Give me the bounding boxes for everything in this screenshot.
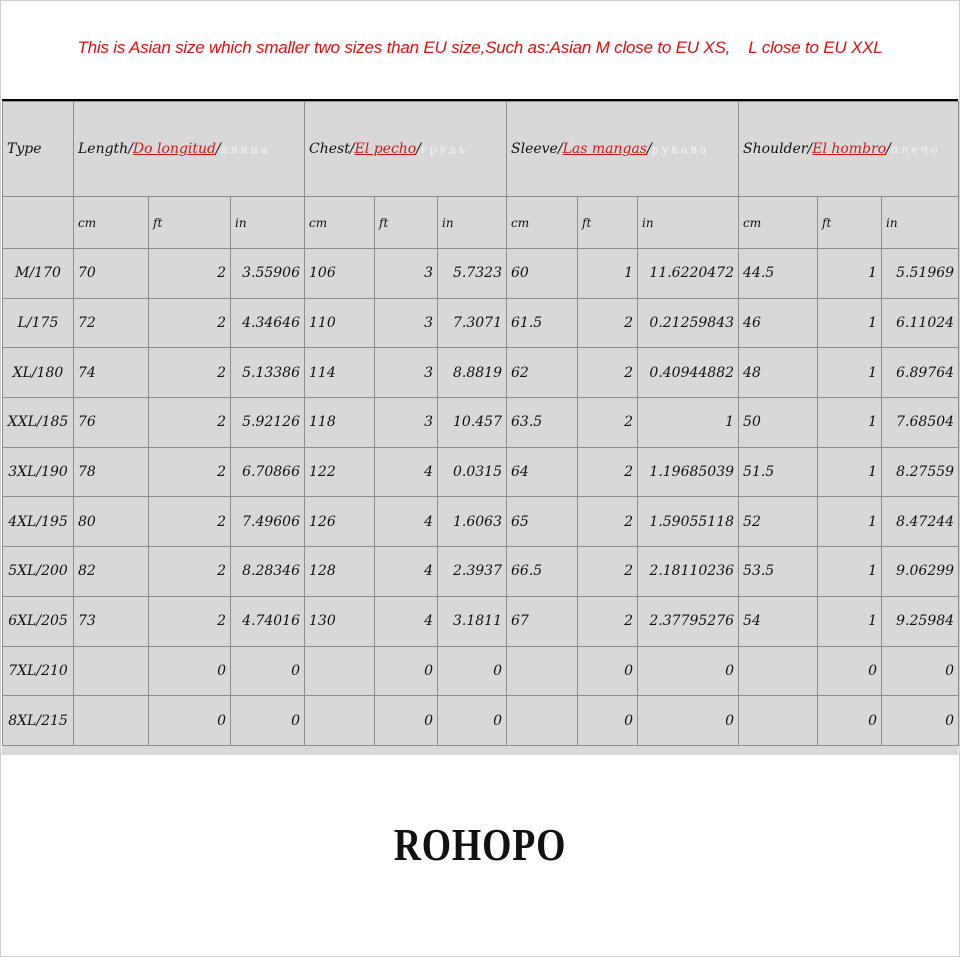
header-shoulder: [739, 102, 959, 197]
size-type-cell: L/175: [3, 298, 74, 348]
measure-cell: 1.59055118: [638, 497, 739, 547]
header-chest-en: Chest/: [309, 141, 355, 157]
measure-cell: 7.3071: [438, 298, 507, 348]
unit-cell: in: [231, 197, 305, 249]
measure-cell: 0: [818, 696, 882, 746]
measure-cell: 1: [818, 249, 882, 299]
measure-cell: 2: [578, 596, 638, 646]
size-type-cell: 3XL/190: [3, 447, 74, 497]
header-shoulder-es: El hombro: [812, 141, 887, 157]
measure-cell: 1: [818, 348, 882, 398]
measure-cell: 2: [578, 398, 638, 448]
measure-cell: 2: [149, 398, 231, 448]
unit-cell: in: [882, 197, 959, 249]
measure-cell: 9.25984: [882, 596, 959, 646]
size-notice: This is Asian size which smaller two sizes than EU size,Such as:Asian M close to EU XS, L close to EU XXL: [77, 38, 883, 57]
unit-cell: ft: [578, 197, 638, 249]
unit-cell: cm: [507, 197, 578, 249]
brand-logo-text: ROHOPO: [393, 819, 567, 870]
size-type-cell: 7XL/210: [3, 646, 74, 696]
header-shoulder-sep: /: [886, 141, 891, 157]
measure-cell: 3: [375, 398, 438, 448]
measure-cell: 1: [818, 398, 882, 448]
table-row: [3, 696, 959, 746]
table-row: [3, 596, 959, 646]
measure-cell: 128: [305, 547, 375, 597]
measure-cell: 0: [231, 646, 305, 696]
measure-cell: 1: [818, 596, 882, 646]
table-row: [3, 547, 959, 597]
measure-cell: 2: [149, 547, 231, 597]
measure-cell: 122: [305, 447, 375, 497]
measure-cell: 4: [375, 447, 438, 497]
measure-cell: 110: [305, 298, 375, 348]
header-row: [3, 102, 959, 197]
measure-cell: 62: [507, 348, 578, 398]
measure-cell: 114: [305, 348, 375, 398]
measure-cell: 0: [231, 696, 305, 746]
measure-cell: 10.457: [438, 398, 507, 448]
measure-cell: 1: [818, 298, 882, 348]
measure-cell: 80: [74, 497, 149, 547]
measure-cell: 52: [739, 497, 818, 547]
measure-cell: 6.11024: [882, 298, 959, 348]
units-row: [3, 197, 959, 249]
measure-cell: 3.1811: [438, 596, 507, 646]
measure-cell: 48: [739, 348, 818, 398]
measure-cell: 67: [507, 596, 578, 646]
measure-cell: [739, 696, 818, 746]
header-length: [74, 102, 305, 197]
measure-cell: 8.28346: [231, 547, 305, 597]
table-row: [3, 497, 959, 547]
measure-cell: 74: [74, 348, 149, 398]
measure-cell: 60: [507, 249, 578, 299]
measure-cell: 2: [578, 348, 638, 398]
unit-cell: in: [438, 197, 507, 249]
measure-cell: 5.51969: [882, 249, 959, 299]
measure-cell: 5.92126: [231, 398, 305, 448]
header-chest: [305, 102, 507, 197]
measure-cell: 2.3937: [438, 547, 507, 597]
measure-cell: 61.5: [507, 298, 578, 348]
table-row: [3, 249, 959, 299]
measure-cell: 54: [739, 596, 818, 646]
measure-cell: 0: [438, 696, 507, 746]
measure-cell: 2: [578, 447, 638, 497]
unit-cell: cm: [305, 197, 375, 249]
size-table: [2, 101, 959, 746]
measure-cell: 78: [74, 447, 149, 497]
measure-cell: 4.34646: [231, 298, 305, 348]
measure-cell: [507, 696, 578, 746]
measure-cell: 4: [375, 497, 438, 547]
measure-cell: [74, 696, 149, 746]
measure-cell: 2: [149, 447, 231, 497]
measure-cell: 1: [578, 249, 638, 299]
measure-cell: 3.55906: [231, 249, 305, 299]
header-sleeve-en: Sleeve/: [511, 141, 563, 157]
measure-cell: 2: [578, 547, 638, 597]
measure-cell: 0: [638, 646, 739, 696]
size-type-cell: XL/180: [3, 348, 74, 398]
header-type: Type: [3, 102, 74, 197]
measure-cell: 0: [375, 696, 438, 746]
measure-cell: [74, 646, 149, 696]
measure-cell: 50: [739, 398, 818, 448]
unit-cell: cm: [74, 197, 149, 249]
measure-cell: 2.37795276: [638, 596, 739, 646]
measure-cell: 0.40944882: [638, 348, 739, 398]
measure-cell: 63.5: [507, 398, 578, 448]
size-type-cell: 5XL/200: [3, 547, 74, 597]
measure-cell: 0: [578, 646, 638, 696]
measure-cell: 65: [507, 497, 578, 547]
measure-cell: 8.27559: [882, 447, 959, 497]
measure-cell: 5.13386: [231, 348, 305, 398]
measure-cell: 0: [638, 696, 739, 746]
measure-cell: 8.47244: [882, 497, 959, 547]
measure-cell: 76: [74, 398, 149, 448]
header-chest-es: El pecho: [354, 141, 417, 157]
measure-cell: 3: [375, 298, 438, 348]
unit-cell: ft: [818, 197, 882, 249]
measure-cell: 51.5: [739, 447, 818, 497]
measure-cell: 5.7323: [438, 249, 507, 299]
measure-cell: 0: [882, 696, 959, 746]
measure-cell: 1: [818, 447, 882, 497]
measure-cell: 8.8819: [438, 348, 507, 398]
measure-cell: [305, 646, 375, 696]
measure-cell: 130: [305, 596, 375, 646]
measure-cell: 4: [375, 596, 438, 646]
measure-cell: 7.68504: [882, 398, 959, 448]
measure-cell: 1.19685039: [638, 447, 739, 497]
measure-cell: 11.6220472: [638, 249, 739, 299]
measure-cell: 2: [578, 298, 638, 348]
measure-cell: 72: [74, 298, 149, 348]
size-type-cell: XXL/185: [3, 398, 74, 448]
measure-cell: 6.70866: [231, 447, 305, 497]
measure-cell: 0.0315: [438, 447, 507, 497]
measure-cell: 66.5: [507, 547, 578, 597]
measure-cell: 2: [149, 596, 231, 646]
measure-cell: 0: [818, 646, 882, 696]
measure-cell: 7.49606: [231, 497, 305, 547]
measure-cell: 1.6063: [438, 497, 507, 547]
measure-cell: 2: [578, 497, 638, 547]
measure-cell: 2.18110236: [638, 547, 739, 597]
unit-cell: in: [638, 197, 739, 249]
measure-cell: 106: [305, 249, 375, 299]
table-row: [3, 398, 959, 448]
measure-cell: 1: [818, 547, 882, 597]
measure-cell: 0: [438, 646, 507, 696]
measure-cell: 2: [149, 298, 231, 348]
header-shoulder-en: Shoulder/: [743, 141, 813, 157]
unit-cell: ft: [375, 197, 438, 249]
measure-cell: [305, 696, 375, 746]
header-sleeve-sep: /: [646, 141, 652, 157]
measure-cell: 1: [818, 497, 882, 547]
measure-cell: 4.74016: [231, 596, 305, 646]
measure-cell: 2: [149, 348, 231, 398]
size-type-cell: 6XL/205: [3, 596, 74, 646]
size-type-cell: 4XL/195: [3, 497, 74, 547]
measure-cell: 3: [375, 249, 438, 299]
measure-cell: 0: [882, 646, 959, 696]
measure-cell: 4: [375, 547, 438, 597]
header-sleeve: [507, 102, 739, 197]
size-type-cell: 8XL/215: [3, 696, 74, 746]
unit-cell: cm: [739, 197, 818, 249]
measure-cell: 73: [74, 596, 149, 646]
measure-cell: [507, 646, 578, 696]
table-row: [3, 646, 959, 696]
measure-cell: 64: [507, 447, 578, 497]
header-shoulder-ru: плечо: [890, 143, 941, 156]
header-chest-ru: грудь: [420, 143, 468, 156]
measure-cell: 2: [149, 497, 231, 547]
size-type-cell: M/170: [3, 249, 74, 299]
table-row: [3, 298, 959, 348]
measure-cell: 2: [149, 249, 231, 299]
header-chest-sep: /: [416, 141, 421, 157]
measure-cell: 82: [74, 547, 149, 597]
table-row: [3, 447, 959, 497]
measure-cell: 53.5: [739, 547, 818, 597]
measure-cell: 0: [578, 696, 638, 746]
header-sleeve-es: Las mangas: [562, 141, 647, 157]
measure-cell: 6.89764: [882, 348, 959, 398]
measure-cell: 9.06299: [882, 547, 959, 597]
measure-cell: 1: [638, 398, 739, 448]
header-length-ru: длина: [220, 143, 271, 156]
measure-cell: 0.21259843: [638, 298, 739, 348]
measure-cell: 3: [375, 348, 438, 398]
header-sleeve-ru: рукава: [651, 143, 710, 156]
measure-cell: 70: [74, 249, 149, 299]
header-length-es: Do longitud: [132, 141, 216, 157]
measure-cell: 0: [149, 696, 231, 746]
measure-cell: 0: [375, 646, 438, 696]
measure-cell: 44.5: [739, 249, 818, 299]
header-length-sep: /: [216, 141, 221, 157]
size-chart: [2, 99, 958, 755]
measure-cell: 0: [149, 646, 231, 696]
units-empty: [3, 197, 74, 249]
measure-cell: [739, 646, 818, 696]
measure-cell: 46: [739, 298, 818, 348]
table-row: [3, 348, 959, 398]
header-length-en: Length/: [78, 141, 133, 157]
unit-cell: ft: [149, 197, 231, 249]
measure-cell: 118: [305, 398, 375, 448]
measure-cell: 126: [305, 497, 375, 547]
